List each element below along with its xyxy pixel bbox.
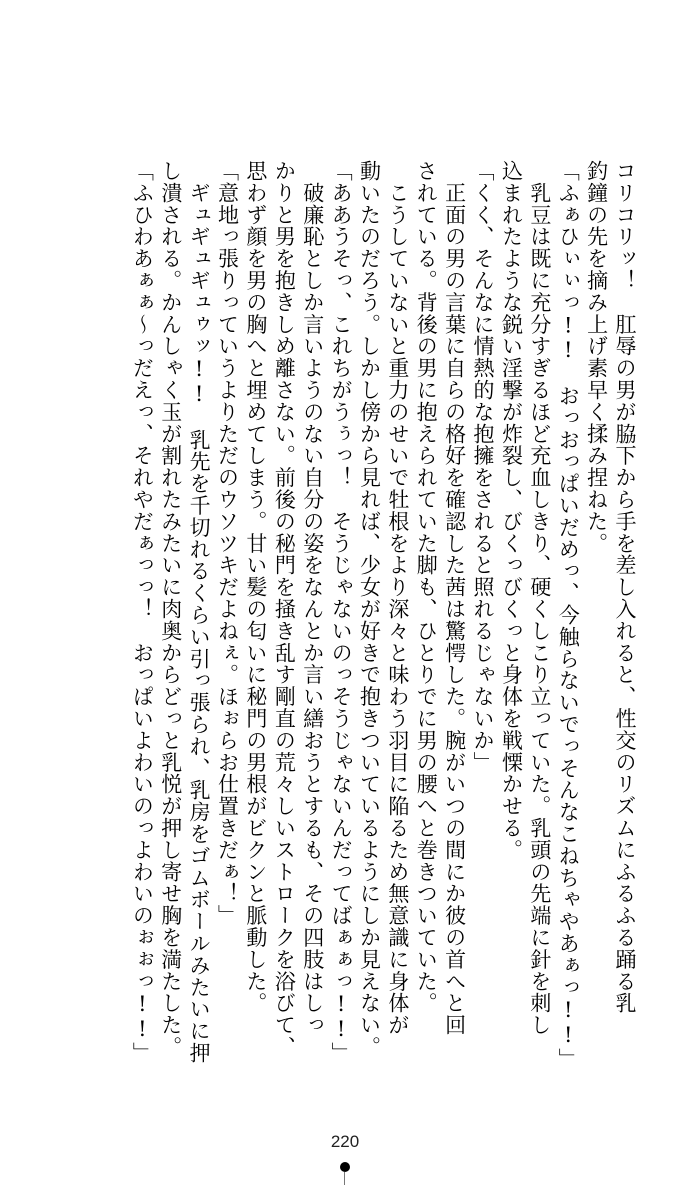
text-column: 思わず顔を男の胸へと埋めてしまう。甘い髪の匂いに秘門の男根がビクンと脈動した。 xyxy=(243,160,268,1015)
page-marker-rule xyxy=(344,1172,345,1185)
text-column: 「くく、そんなに情熱的な抱擁をされると照れるじゃないか」 xyxy=(471,160,496,774)
text-column: 正面の男の言葉に自らの格好を確認した茜は驚愕した。腕がいつの間にか彼の首へと回 xyxy=(442,160,467,1036)
text-column: 動いたのだろう。しかし傍から見れば、少女が好きで抱きついているようにしか見えない。 xyxy=(357,160,382,1058)
text-column: し潰される。かんしゃく玉が割れたみたいに肉奥からどっと乳悦が押し寄せ胸を満たした。 xyxy=(158,160,183,1058)
text-column: 「ああうそっ、これちがうぅっ！ そうじゃないのっそうじゃないんだってばぁぁっ!!」 xyxy=(329,160,354,1064)
text-column: 「ふぁひぃぃっ!! おっおっぱいだめっ、今触らないでっそんなこねちゃやあぁっ!!」 xyxy=(556,160,581,1070)
vertical-text-block xyxy=(130,160,637,1070)
text-column: 破廉恥としか言いようのない自分の姿をなんとか言い繕おうとするも、その四肢はしっ xyxy=(300,160,325,1036)
page-marker-dot xyxy=(340,1162,350,1172)
text-column: ギュギュギュゥッ!! 乳先を千切れるくらい引っ張られ、乳房をゴムボールみたいに押 xyxy=(187,160,212,1064)
text-column: 「ふひわあぁぁ～っだえっ、それやだぁっっ！ おっぱいよわいのっよわいのぉぉっ!!」 xyxy=(130,160,155,1064)
text-column: 乳豆は既に充分すぎるほど充血しきり、硬くしこり立っていた。乳頭の先端に針を刺し xyxy=(527,160,552,1036)
text-column: かりと男を抱きしめ離さない。前後の秘門を掻き乱す剛直の荒々しいストロークを浴びて、 xyxy=(272,160,297,1058)
text-column: 釣鐘の先を摘み上げ素早く揉み捏ねた。 xyxy=(584,160,609,555)
text-column: されている。背後の男に抱えられていた脚も、ひとりでに男の腰へと巻きついていた。 xyxy=(414,160,439,1015)
text-column: コリコリッ！ 肛辱の男が脇下から手を差し入れると、性交のリズムにふるふる踊る乳 xyxy=(613,160,637,1015)
text-column: こうしていないと重力のせいで牡根をより深々と味わう羽目に陥るため無意識に身体が xyxy=(385,160,410,1036)
text-column: 「意地っ張りっていうよりただのウソツキだよねぇ。ほぉらお仕置きだぁ！」 xyxy=(215,160,240,927)
page-number: 220 xyxy=(330,1132,360,1151)
text-column: 込まれたような鋭い淫撃が炸裂し、びくっびくっと身体を戦慄かせる。 xyxy=(499,160,524,861)
